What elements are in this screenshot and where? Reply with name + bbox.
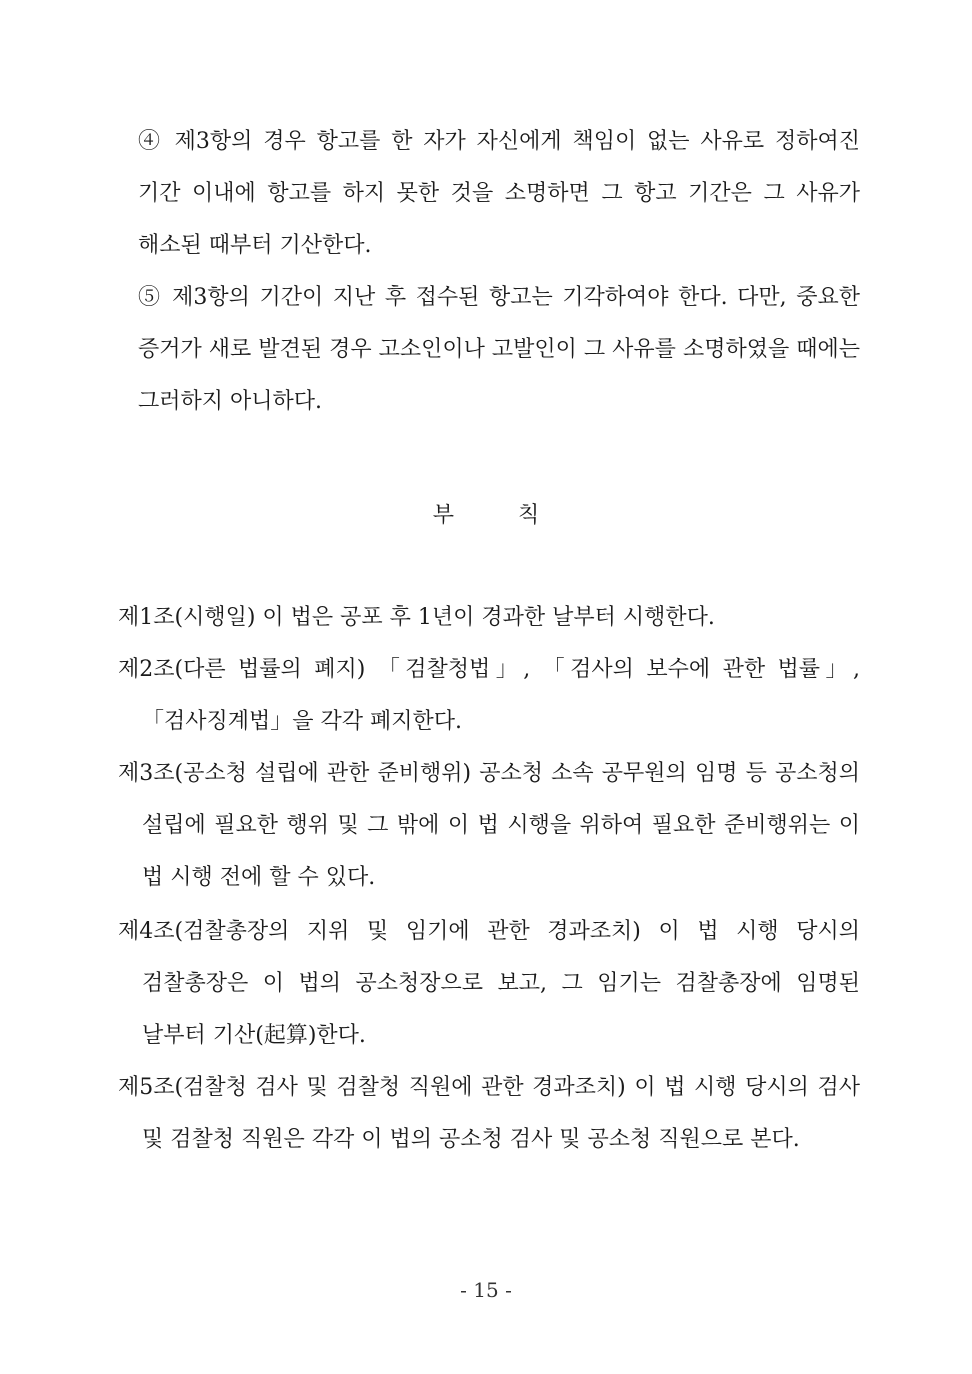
article-4: 제4조(검찰총장의 지위 및 임기에 관한 경과조치) 이 법 시행 당시의 검찰총장은 이 법의 공소청장으로 보고, 그 임기는 검찰총장에 임명된 날부터 기산(起算)한다. — [118, 919, 860, 1048]
article-2: 제2조(다른 법률의 폐지) 「검찰청법」, 「검사의 보수에 관한 법률」, 「검사징계법」을 각각 폐지한다. — [118, 657, 860, 734]
section-heading-addenda: 부칙 — [432, 503, 604, 528]
paragraph-item-4: ④ 제3항의 경우 항고를 한 자가 자신에게 책임이 없는 사유로 정하여진 기간 이내에 항고를 하지 못한 것을 소명하면 그 항고 기간은 그 사유가 해소된 때부터 기산한다. — [138, 129, 860, 258]
paragraph-item-5: ⑤ 제3항의 기간이 지난 후 접수된 항고는 기각하여야 한다. 다만, 중요한 증거가 새로 발견된 경우 고소인이나 고발인이 그 사유를 소명하였을 때에는 그러하지 아니하다. — [138, 285, 860, 414]
page-number: - 15 - — [460, 1278, 512, 1302]
article-5: 제5조(검찰청 검사 및 검찰청 직원에 관한 경과조치) 이 법 시행 당시의 검사 및 검찰청 직원은 각각 이 법의 공소청 검사 및 공소청 직원으로 본다. — [118, 1075, 860, 1152]
article-1: 제1조(시행일) 이 법은 공포 후 1년이 경과한 날부터 시행한다. — [118, 605, 715, 630]
article-3: 제3조(공소청 설립에 관한 준비행위) 공소청 소속 공무원의 임명 등 공소청의 설립에 필요한 행위 및 그 밖에 이 법 시행을 위하여 필요한 준비행위는 이 법 시행 전에 할 수 있다. — [118, 761, 860, 890]
